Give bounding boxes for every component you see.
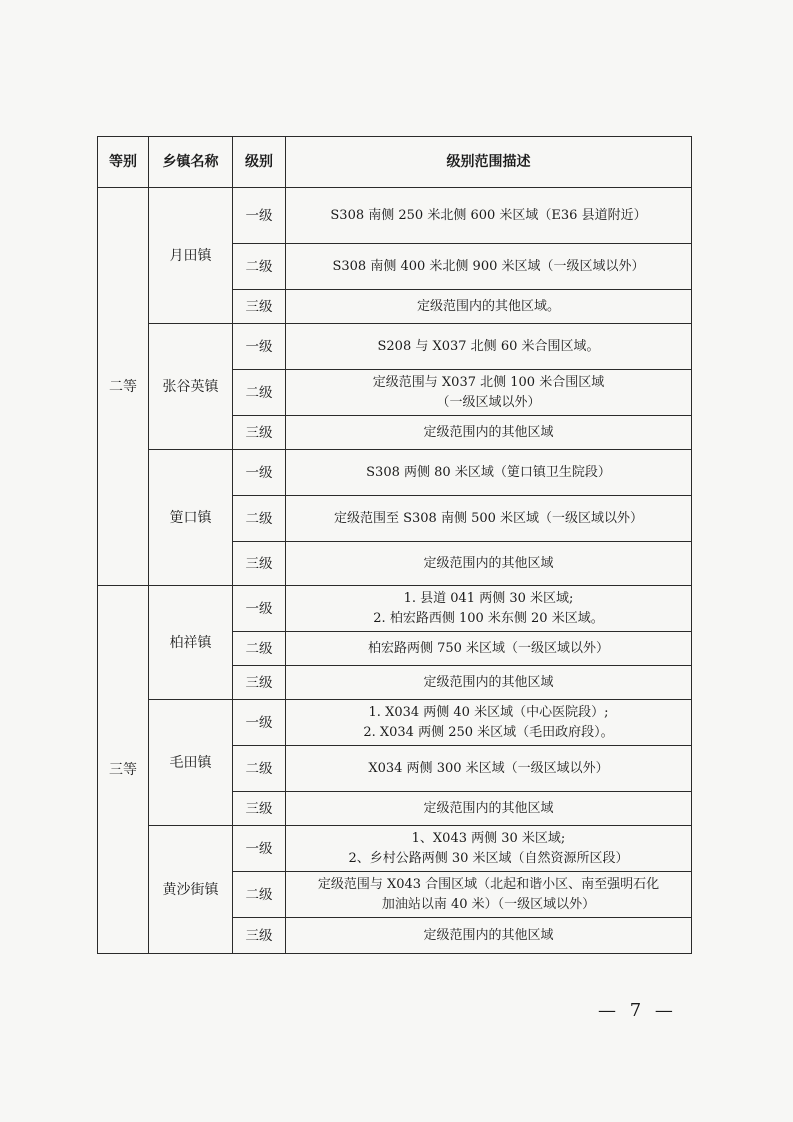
description-cell	[286, 632, 692, 666]
level-cell: 三级	[233, 290, 286, 324]
header-town-name: 乡镇名称	[149, 137, 233, 188]
level-cell: 三级	[233, 542, 286, 586]
table-row	[98, 586, 692, 632]
level-cell: 二级	[233, 496, 286, 542]
level-cell: 一级	[233, 188, 286, 244]
description-line: 定级范围内的其他区域	[423, 800, 554, 816]
town-name-cell: 黄沙街镇	[149, 826, 233, 954]
description-line: 1. 县道 041 两侧 30 米区域;	[403, 590, 574, 606]
town-name-cell: 柏祥镇	[149, 586, 233, 700]
description-cell	[286, 450, 692, 496]
description-cell	[286, 370, 692, 416]
table-row	[98, 324, 692, 370]
description-cell	[286, 496, 692, 542]
description-cell	[286, 666, 692, 700]
description-cell	[286, 700, 692, 746]
level-cell: 二级	[233, 746, 286, 792]
description-line: 定级范围与 X043 合围区域（北起和谐小区、南至强明石化	[317, 876, 660, 892]
level-cell: 二级	[233, 872, 286, 918]
header-row	[98, 137, 692, 188]
description-cell	[286, 918, 692, 954]
description-line: 1. X034 两侧 40 米区域（中心医院段）;	[368, 704, 609, 720]
level-cell: 一级	[233, 450, 286, 496]
level-cell: 三级	[233, 792, 286, 826]
table-body	[98, 188, 692, 954]
description-cell	[286, 746, 692, 792]
level-cell: 一级	[233, 586, 286, 632]
description-line: （一级区域以外）	[436, 394, 541, 410]
page-number: — 7 —	[598, 1000, 677, 1021]
level-cell: 一级	[233, 826, 286, 872]
description-line: 定级范围至 S308 南侧 500 米区域（一级区域以外）	[333, 510, 644, 526]
description-cell	[286, 826, 692, 872]
table-row	[98, 700, 692, 746]
description-cell	[286, 792, 692, 826]
description-line: 2. 柏宏路西侧 100 米东侧 20 米区域。	[373, 610, 604, 626]
level-cell: 一级	[233, 324, 286, 370]
description-cell	[286, 290, 692, 324]
header-tier: 等别	[98, 137, 149, 188]
description-line: 定级范围内的其他区域	[423, 927, 554, 943]
description-line: S308 两侧 80 米区域（筻口镇卫生院段）	[366, 464, 611, 480]
town-name-cell: 张谷英镇	[149, 324, 233, 450]
description-cell	[286, 586, 692, 632]
description-line: S208 与 X037 北侧 60 米合围区域。	[377, 338, 600, 354]
description-line: 定级范围内的其他区域	[423, 424, 554, 440]
description-line: 2、乡村公路两侧 30 米区域（自然资源所区段）	[348, 850, 629, 866]
description-line: 定级范围内的其他区域	[423, 674, 554, 690]
description-line: 定级范围与 X037 北侧 100 米合围区域	[372, 374, 605, 390]
level-cell: 二级	[233, 370, 286, 416]
description-cell	[286, 244, 692, 290]
description-cell	[286, 542, 692, 586]
table-row	[98, 826, 692, 872]
description-line: 定级范围内的其他区域。	[416, 298, 560, 314]
description-cell	[286, 416, 692, 450]
description-line: 柏宏路两侧 750 米区域（一级区域以外）	[367, 640, 610, 656]
header-level: 级别	[233, 137, 286, 188]
level-cell: 二级	[233, 632, 286, 666]
tier-cell: 二等	[98, 188, 149, 586]
header-level-description: 级别范围描述	[286, 137, 692, 188]
level-cell: 三级	[233, 918, 286, 954]
description-line: S308 南侧 400 米北侧 900 米区域（一级区域以外）	[332, 258, 645, 274]
level-cell: 三级	[233, 416, 286, 450]
town-name-cell: 筻口镇	[149, 450, 233, 586]
description-cell	[286, 188, 692, 244]
tier-cell: 三等	[98, 586, 149, 954]
table-row	[98, 450, 692, 496]
description-cell	[286, 324, 692, 370]
description-line: 1、X043 两侧 30 米区域;	[411, 830, 566, 846]
description-line: S308 南侧 250 米北侧 600 米区域（E36 县道附近）	[330, 207, 647, 223]
description-cell	[286, 872, 692, 918]
level-cell: 一级	[233, 700, 286, 746]
description-line: 定级范围内的其他区域	[423, 555, 554, 571]
town-name-cell: 毛田镇	[149, 700, 233, 826]
description-line: 2. X034 两侧 250 米区域（毛田政府段）。	[363, 724, 614, 740]
town-name-cell: 月田镇	[149, 188, 233, 324]
level-cell: 三级	[233, 666, 286, 700]
description-line: X034 两侧 300 米区域（一级区域以外）	[368, 760, 609, 776]
land-grade-table	[97, 136, 692, 954]
description-line: 加油站以南 40 米）（一级区域以外）	[381, 896, 596, 912]
level-cell: 二级	[233, 244, 286, 290]
table-row	[98, 188, 692, 244]
